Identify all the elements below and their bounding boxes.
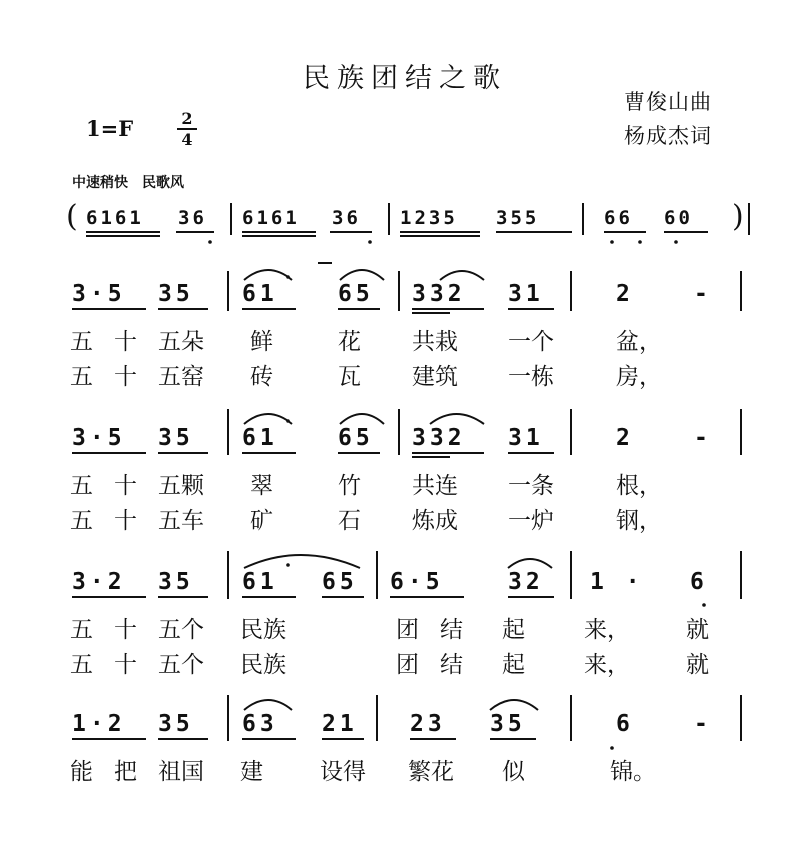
lyric-syllable: 能	[70, 759, 93, 785]
lyric-syllable: 似	[502, 759, 525, 785]
note-group: 31	[508, 425, 544, 451]
note-group: 332	[412, 425, 466, 451]
lyric-syllable: 锦。	[610, 759, 656, 785]
lyric-syllable: 房，	[616, 364, 662, 390]
lyric-syllable: 翠	[250, 473, 273, 499]
intro-note-group: 36	[178, 207, 207, 229]
lyric-syllable: 十	[114, 652, 137, 678]
lyric-syllable: 石	[338, 508, 361, 534]
slurs	[244, 270, 552, 710]
note-group: 21	[322, 711, 358, 737]
lyric-syllable: 十	[114, 364, 137, 390]
intro-note-group: 60	[664, 207, 693, 229]
lyric-syllable: 民族	[240, 617, 286, 643]
key-signature: 1=F	[86, 116, 134, 141]
lyric-syllable: 五	[70, 508, 93, 534]
note-group: 31	[508, 281, 544, 307]
intro-close-paren: )	[732, 199, 744, 234]
lyric-syllable: 钢，	[616, 508, 662, 534]
lyric-syllable: 团	[396, 617, 419, 643]
lyric-syllable: 鲜	[250, 329, 273, 355]
note-group: 3·2	[72, 569, 126, 595]
lyric-syllable: 建筑	[412, 364, 458, 390]
time-signature-bottom: 4	[181, 130, 193, 149]
lyric-syllable: 根，	[616, 473, 662, 499]
note-group: -	[694, 425, 712, 451]
note-group: 1·2	[72, 711, 126, 737]
lyric-syllable: 五颗	[158, 473, 204, 499]
lyric-syllable: 祖国	[158, 759, 204, 785]
note-group: 23	[410, 711, 446, 737]
high-octave-dots	[286, 275, 290, 567]
intro-note-group: 355	[496, 207, 540, 229]
lyric-syllable: 五	[70, 364, 93, 390]
lyric-syllable: 结	[440, 617, 463, 643]
note-group: 35	[158, 425, 194, 451]
composer-credit: 曹俊山曲	[624, 90, 712, 114]
melody-beams	[72, 309, 554, 739]
note-group: 35	[158, 711, 194, 737]
note-group: 6	[616, 711, 634, 737]
note-group: 32	[508, 569, 544, 595]
song-title: 民族团结之歌	[303, 63, 507, 94]
lyric-syllable: 共栽	[412, 329, 458, 355]
lyric-syllable: 五个	[158, 652, 204, 678]
note-group: 2	[616, 281, 634, 307]
lyric-syllable: 五个	[158, 617, 204, 643]
intro-note-group: 6161	[86, 207, 144, 229]
lyric-syllable: 结	[440, 652, 463, 678]
note-group: 35	[490, 711, 526, 737]
note-group: 65	[338, 425, 374, 451]
lyric-syllable: 盆，	[616, 329, 662, 355]
lyric-syllable: 繁花	[408, 759, 454, 785]
lyric-syllable: 五	[70, 617, 93, 643]
lyric-syllable: 一栋	[508, 364, 554, 390]
lyric-syllable: 来，	[584, 617, 630, 643]
lyric-syllable: 五窑	[158, 364, 204, 390]
note-group: 332	[412, 281, 466, 307]
note-group: -	[694, 711, 712, 737]
lyric-syllable: 共连	[412, 473, 458, 499]
lyric-syllable: 十	[114, 473, 137, 499]
lyric-syllable: 五	[70, 473, 93, 499]
lyric-syllable: 一炉	[508, 508, 554, 534]
time-signature-top: 2	[181, 109, 193, 128]
lyric-syllable: 砖	[250, 364, 273, 390]
note-group: 65	[322, 569, 358, 595]
lyric-syllable: 设得	[320, 759, 366, 785]
note-group: 61	[242, 569, 278, 595]
note-group: 35	[158, 569, 194, 595]
note-group: 65	[338, 281, 374, 307]
intro-note-group: 36	[332, 207, 361, 229]
lyric-syllable: 团	[396, 652, 419, 678]
note-group: 6	[690, 569, 708, 595]
note-group: 61	[242, 281, 278, 307]
intro-note-group: 1235	[400, 207, 458, 229]
lyric-syllable: 就	[686, 652, 709, 678]
note-group: 61	[242, 425, 278, 451]
intro-open-paren: (	[66, 199, 78, 234]
note-group: 63	[242, 711, 278, 737]
lyric-syllable: 十	[114, 329, 137, 355]
lyric-syllable: 五	[70, 652, 93, 678]
lyric-syllable: 十	[114, 617, 137, 643]
note-group: 6·5	[390, 569, 444, 595]
lyric-syllable: 起	[502, 617, 525, 643]
lyric-syllable: 一条	[508, 473, 554, 499]
lyric-syllable: 五朵	[158, 329, 204, 355]
lyric-syllable: 建	[240, 759, 263, 785]
note-group: 1 ·	[590, 569, 644, 595]
lyric-syllable: 把	[114, 759, 137, 785]
lyric-syllable: 一个	[508, 329, 554, 355]
lyric-syllable: 就	[686, 617, 709, 643]
lyric-syllable: 瓦	[338, 364, 361, 390]
intro-note-group: 66	[604, 207, 633, 229]
lyric-syllable: 五	[70, 329, 93, 355]
lyric-syllable: 五车	[158, 508, 204, 534]
note-group: 3·5	[72, 425, 126, 451]
lyric-syllable: 矿	[250, 508, 273, 534]
lyric-syllable: 民族	[240, 652, 286, 678]
intro-note-group: 6161	[242, 207, 300, 229]
lyric-syllable: 炼成	[412, 508, 458, 534]
lyricist-credit: 杨成杰词	[624, 124, 712, 148]
tempo-marking: 中速稍快 民歌风	[72, 175, 184, 191]
lyric-syllable: 竹	[338, 473, 361, 499]
low-octave-dots	[610, 603, 706, 750]
lyric-syllable: 十	[114, 508, 137, 534]
note-group: -	[694, 281, 712, 307]
lyric-syllable: 起	[502, 652, 525, 678]
note-group: 35	[158, 281, 194, 307]
lyric-syllable: 来，	[584, 652, 630, 678]
note-group: 2	[616, 425, 634, 451]
intro-octave-dots	[208, 240, 678, 244]
intro-beams	[86, 232, 708, 236]
lyric-syllable: 花	[338, 329, 361, 355]
note-group: 3·5	[72, 281, 126, 307]
